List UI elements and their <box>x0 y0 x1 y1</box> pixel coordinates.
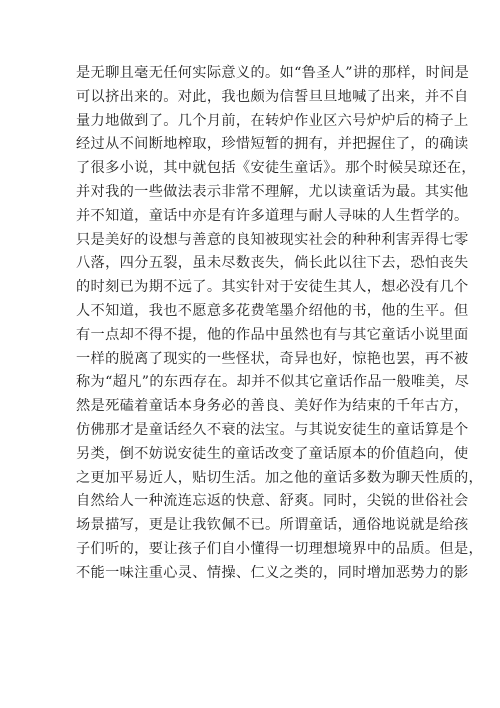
text-line: 的时刻已为期不远了。其实针对于安徒生其人，想必没有几个 <box>76 279 469 296</box>
text-line: 了很多小说，其中就包括《安徒生童话》。那个时候吴琼还在， <box>76 160 476 177</box>
text-line: 自然给人一种流连忘返的快意、舒爽。同时，尖锐的世俗社会 <box>76 493 469 510</box>
text-line: 称为“超凡”的东西存在。却并不似其它童话作品一般唯美，尽 <box>76 374 470 391</box>
text-line: 然是死磕着童话本身务必的善良、美好作为结束的千年古方， <box>76 398 469 415</box>
text-line: 人不知道，我也不愿意多花费笔墨介绍他的书，他的生平。但 <box>76 302 469 319</box>
text-line: 并不知道，童话中亦是有许多道理与耐人寻味的人生哲学的。 <box>76 207 469 224</box>
text-line: 一样的脱离了现实的一些怪状，奇异也好，惊艳也罢，再不被 <box>76 350 469 367</box>
text-line: 有一点却不得不提，他的作品中虽然也有与其它童话小说里面 <box>76 326 469 343</box>
text-line: 经过从不间断地榨取，珍惜短暂的拥有，并把握住了，的确读 <box>76 136 469 153</box>
text-line: 仿佛那才是童话经久不衰的法宝。与其说安徒生的童话算是个 <box>76 421 469 438</box>
body-text <box>76 62 484 586</box>
text-line: 并对我的一些做法表示非常不理解，尤以读童话为最。其实他 <box>76 183 469 200</box>
text-line: 另类，倒不妨说安徒生的童话改变了童话原本的价值趋向，使 <box>76 445 469 462</box>
text-line: 场景描写，更是让我钦佩不已。所谓童话，通俗地说就是给孩 <box>76 517 469 534</box>
text-line: 量力地做到了。几个月前，在转炉作业区六号炉炉后的椅子上 <box>76 112 469 129</box>
text-line: 不能一味注重心灵、情操、仁义之类的，同时增加恶势力的影 <box>76 564 469 581</box>
text-line: 只是美好的设想与善意的良知被现实社会的种种利害弄得七零 <box>76 231 469 248</box>
text-line: 是无聊且毫无任何实际意义的。如“鲁圣人”讲的那样，时间是 <box>76 65 470 81</box>
text-line: 之更加平易近人，贴切生活。加之他的童话多数为聊天性质的， <box>76 469 484 486</box>
text-line: 八落，四分五裂，虽未尽数丧失，倘长此以往下去，恐怕丧失 <box>76 255 469 272</box>
text-line: 可以挤出来的。对此，我也颇为信誓旦旦地喊了出来，并不自 <box>76 88 469 105</box>
text-line: 子们听的，要让孩子们自小懂得一切理想境界中的品质。但是， <box>76 540 484 557</box>
